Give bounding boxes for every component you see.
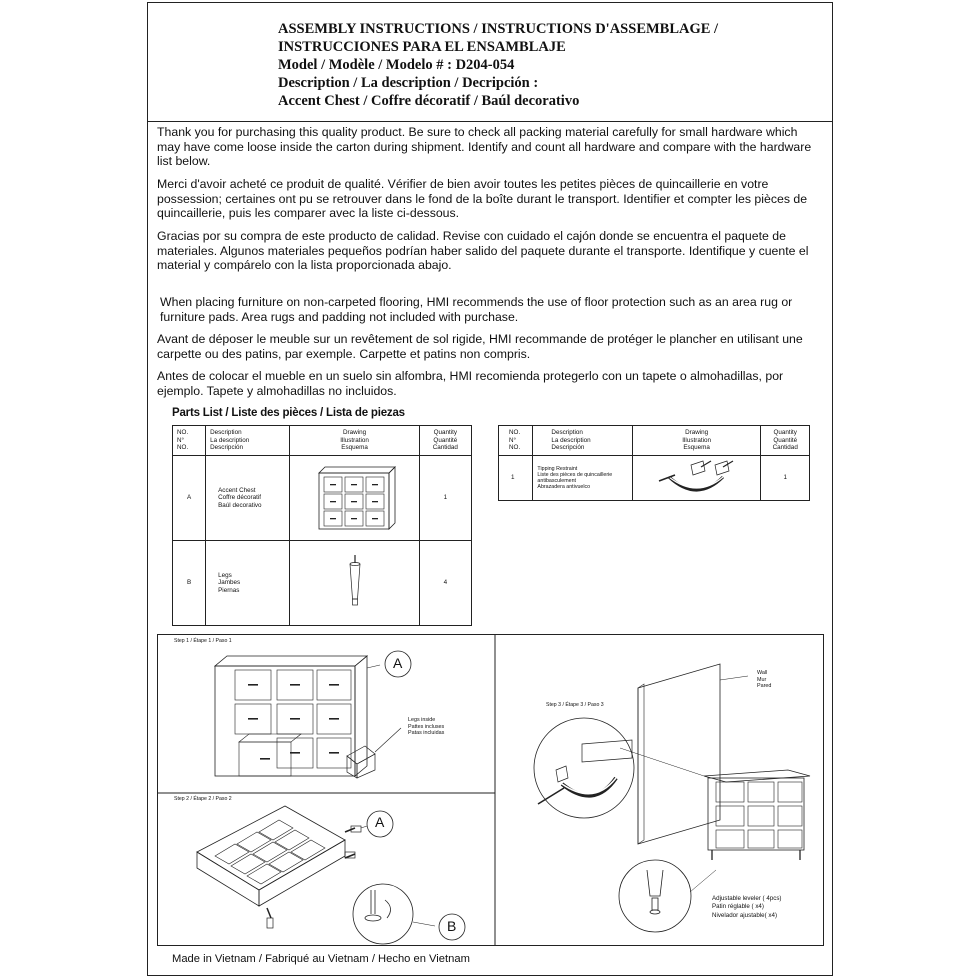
header-model: Model / Modèle / Modelo # : D204-054 [278, 57, 515, 73]
hardware-description: Tipping Restraint Liste des pièces de quincaillerie antibasculement Abrazadera antivuelco [533, 456, 632, 501]
col-no-header: NO. N° NO. [499, 426, 533, 456]
intro-spanish: Gracias por su compra de este producto de calidad. Revise con cuidado el cajón donde se encuentra el paquete de materiales. Algunos materiales pequeños podrían haber salido del paquete durante el transporte. Identifique y cuente el material y compárelo con la lista proporcionada abajo. [157, 229, 809, 273]
callout-b-step2: B [447, 918, 457, 934]
hardware-number: 1 [499, 456, 533, 501]
floor-spanish: Antes de colocar el mueble en un suelo sin alfombra, HMI recomienda protegerlo con un tapete o almohadillas, por ejemplo. Tapete y almohadillas no incluidos. [157, 369, 784, 398]
header-title-line1: ASSEMBLY INSTRUCTIONS / INSTRUCTIONS D'ASSEMBLAGE / [278, 21, 719, 37]
step1-label: Step 1 / Étape 1 / Paso 1 [174, 638, 232, 644]
col-description-header: Description La description Descripción [533, 426, 632, 456]
col-description-header: Description La description Descripción [206, 426, 290, 456]
part-number: B [173, 541, 206, 626]
floor-english: When placing furniture on non-carpeted flooring, HMI recommends the use of floor protection such as an area rug or furniture pads. Area rugs and padding not included with purchase. [160, 295, 793, 324]
header-description-value: Accent Chest / Coffre décoratif / Baúl decorativo [278, 93, 580, 109]
part-quantity: 1 [419, 456, 471, 541]
wall-label: Wall Mur Pared [757, 670, 772, 690]
part-quantity: 4 [419, 541, 471, 626]
intro-english: Thank you for purchasing this quality product. Be sure to check all packing material carefully for small hardware which may have come loose inside the carton during shipment. Identify and count all hardware and compare with the hardware list below. [157, 125, 812, 169]
hardware-quantity: 1 [761, 456, 810, 501]
header-description-label: Description / La description / Decripción : [278, 75, 539, 91]
country-of-origin: Made in Vietnam / Fabriqué au Vietnam / Hecho en Vietnam [172, 953, 470, 965]
col-no-header: NO. N° NO. [173, 426, 206, 456]
parts-list-title: Parts List / Liste des pièces / Lista de piezas [172, 407, 405, 419]
col-drawing-header: Drawing Illustration Esquema [290, 426, 419, 456]
callout-a-step1: A [393, 655, 403, 671]
intro-french: Merci d'avoir acheté ce produit de qualité. Vérifier de bien avoir toutes les petites pièces de quincaillerie en votre possession; certaines ont pu se retrouver dans le fond de la boîte durant le transport. Identifier et compter les pièces de quincaillerie, puis les comparer avec la liste ci-dessous. [157, 177, 808, 221]
header-title-line2: INSTRUCCIONES PARA EL ENSAMBLAJE [278, 39, 566, 55]
col-drawing-header: Drawing Illustration Esquema [632, 426, 761, 456]
part-description: Accent Chest Coffre décoratif Baúl decorativo [206, 456, 290, 541]
part-description: Legs Jambes Piernas [206, 541, 290, 626]
callout-a-step2: A [375, 814, 385, 830]
floor-french: Avant de déposer le meuble sur un revêtement de sol rigide, HMI recommande de protéger le plancher en utilisant une carpette ou des patins, par exemple. Carpette et patins non compris. [157, 332, 803, 361]
step3-label: Step 3 / Étape 3 / Paso 3 [546, 702, 604, 708]
col-quantity-header: Quantity Quantité Cantidad [761, 426, 810, 456]
col-quantity-header: Quantity Quantité Cantidad [419, 426, 471, 456]
step1-illustration [205, 648, 465, 783]
leveler-label: Adjustable leveler ( 4pcs) Patin réglable ( x4) Nivelador ajustable( x4) [712, 895, 782, 919]
part-number: A [173, 456, 206, 541]
step2-label: Step 2 / Étape 2 / Paso 2 [174, 796, 232, 802]
step2-illustration [195, 800, 485, 945]
legs-inside-note: Legs inside Pattes incluses Patas incluidas [408, 717, 445, 737]
